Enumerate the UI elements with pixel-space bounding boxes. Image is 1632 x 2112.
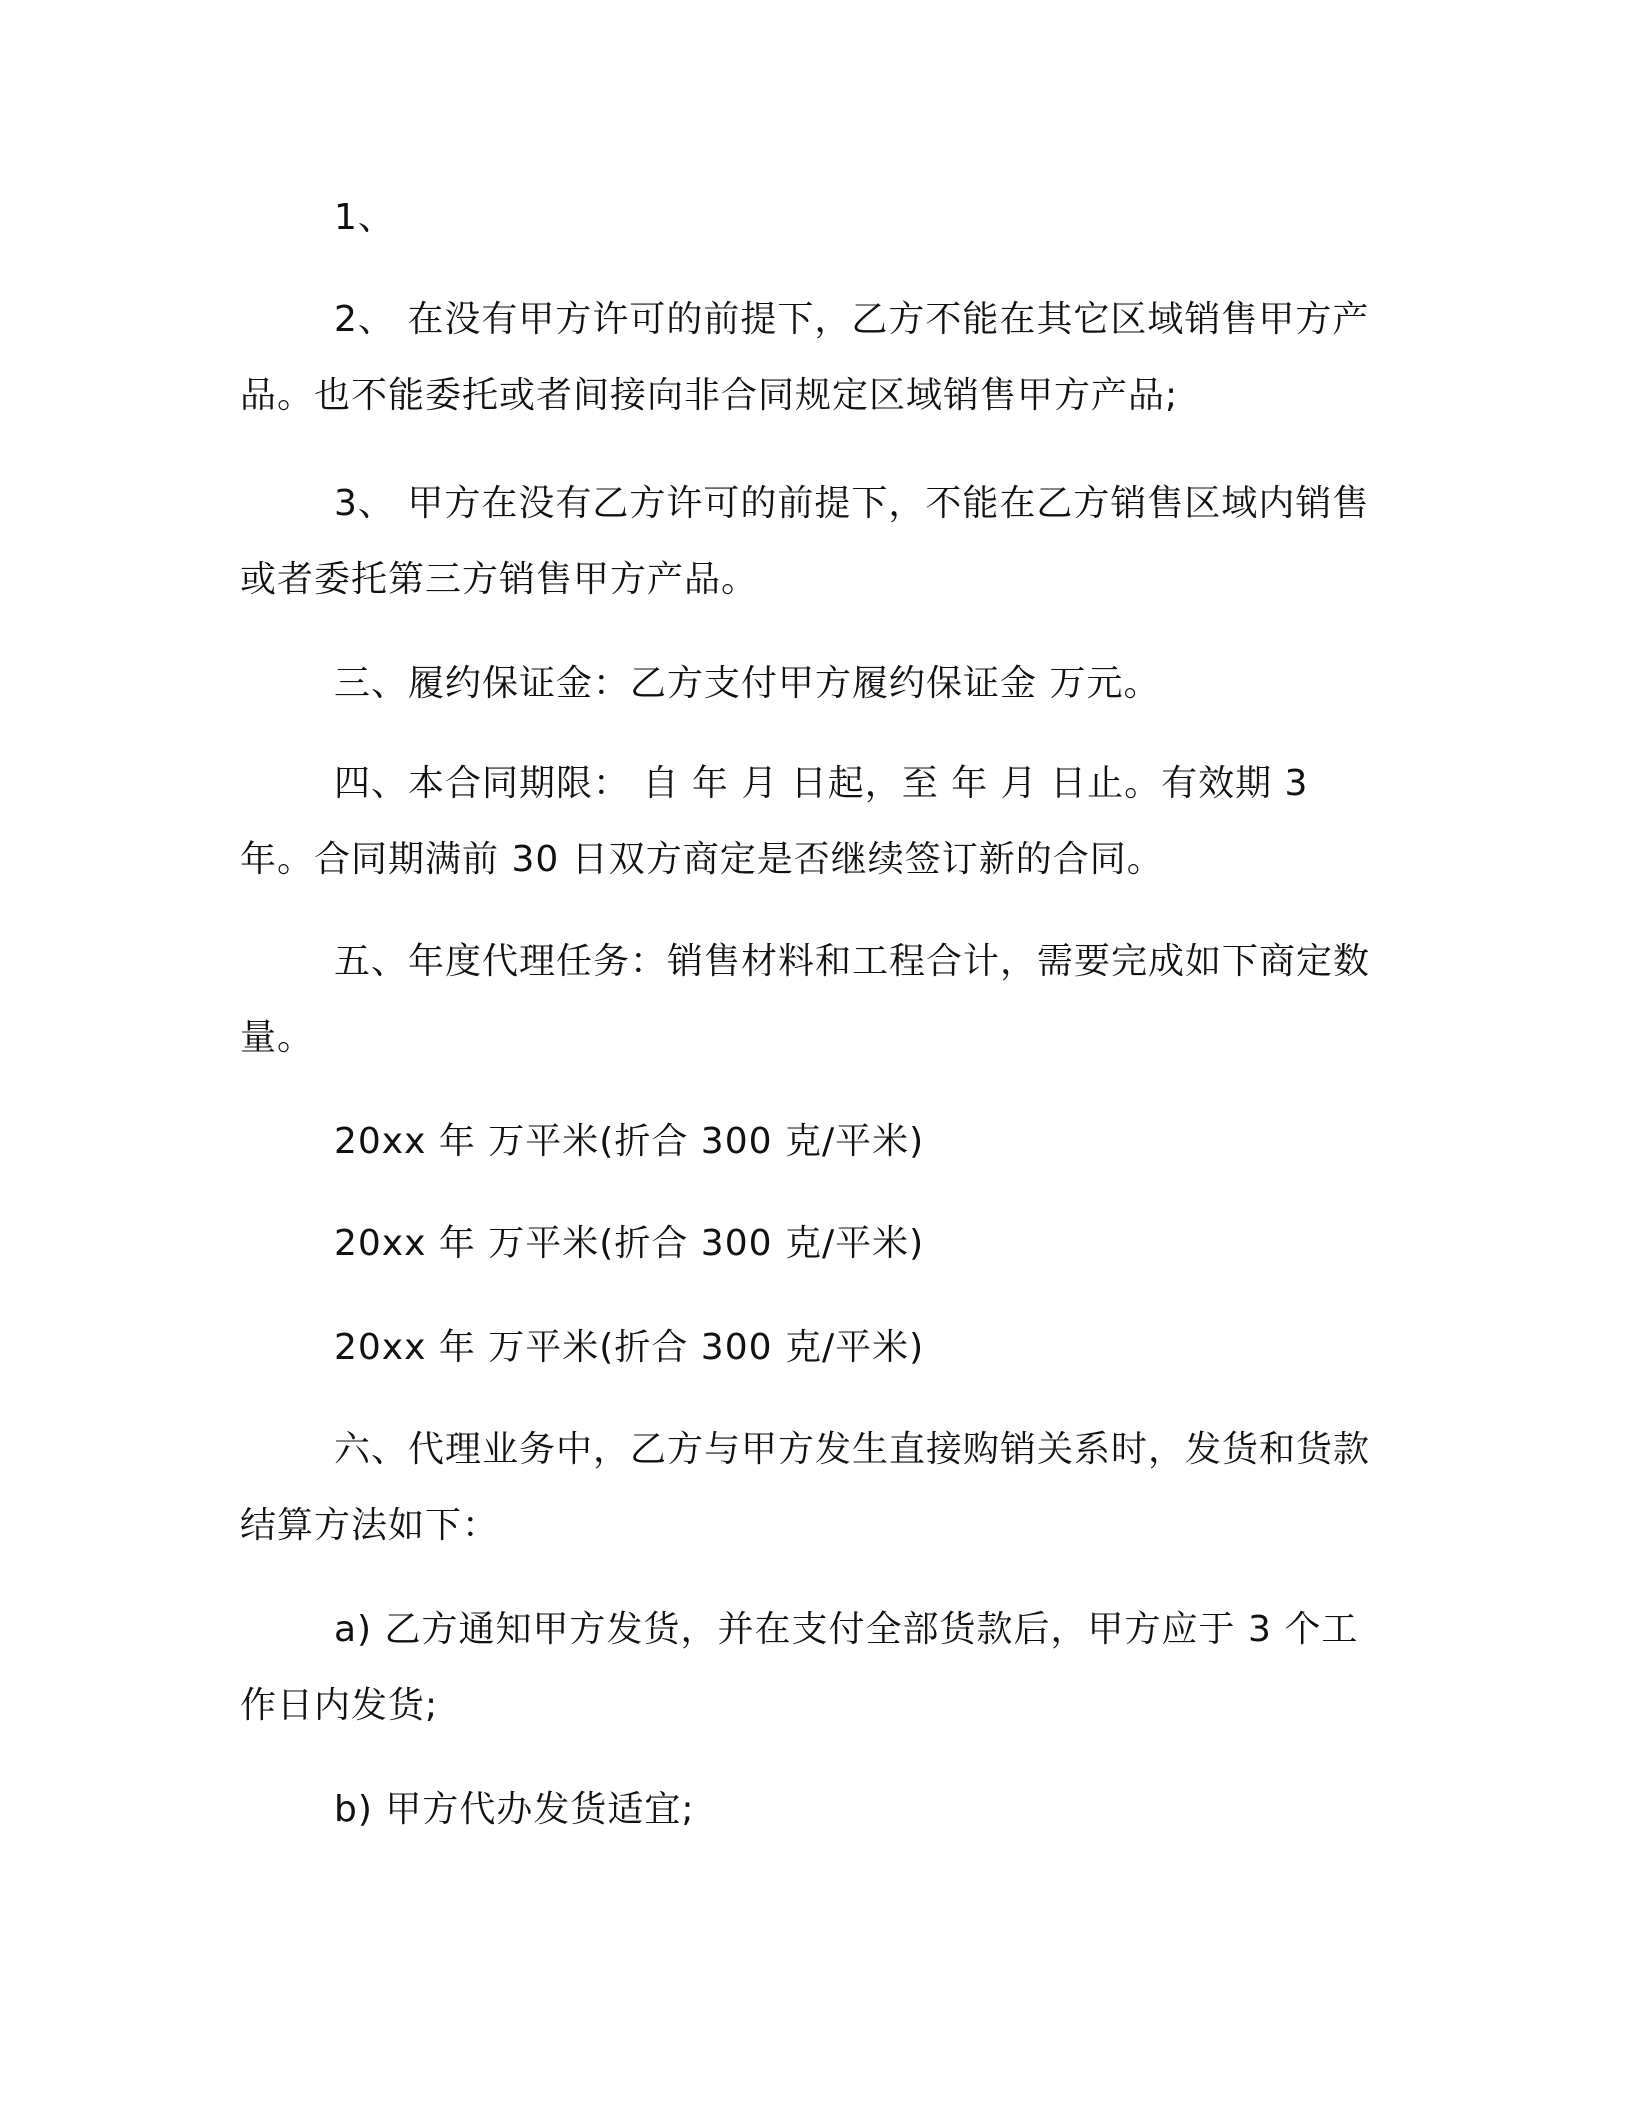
paragraph-section-5: 五、年度代理任务：销售材料和工程合计，需要完成如下商定数量。 [240, 941, 1371, 1058]
paragraph-section-4: 四、本合同期限： 自 年 月 日起，至 年 月 日止。有效期 3 年。合同期满前 30 日双方商定是否继续签订新的合同。 [240, 763, 1309, 880]
paragraph-quota-3: 20xx 年 万平米(折合 300 克/平米) [334, 1327, 925, 1368]
paragraph-item-a: a) 乙方通知甲方发货，并在支付全部货款后，甲方应于 3 个工作日内发货; [240, 1609, 1359, 1726]
paragraph-section-6: 六、代理业务中，乙方与甲方发生直接购销关系时，发货和货款结算方法如下： [240, 1429, 1371, 1546]
paragraph-quota-1: 20xx 年 万平米(折合 300 克/平米) [334, 1121, 925, 1162]
paragraph-item-2: 2、 在没有甲方许可的前提下，乙方不能在其它区域销售甲方产品。也不能委托或者间接向非合同规定区域销售甲方产品; [240, 299, 1370, 416]
paragraph-item-1: 1、 [334, 197, 395, 238]
paragraph-item-b: b) 甲方代办发货适宜; [334, 1789, 695, 1830]
paragraph-item-3: 3、 甲方在没有乙方许可的前提下，不能在乙方销售区域内销售或者委托第三方销售甲方产品。 [240, 483, 1370, 600]
paragraph-section-3: 三、履约保证金：乙方支付甲方履约保证金 万元。 [334, 663, 1161, 704]
paragraph-quota-2: 20xx 年 万平米(折合 300 克/平米) [334, 1223, 925, 1264]
